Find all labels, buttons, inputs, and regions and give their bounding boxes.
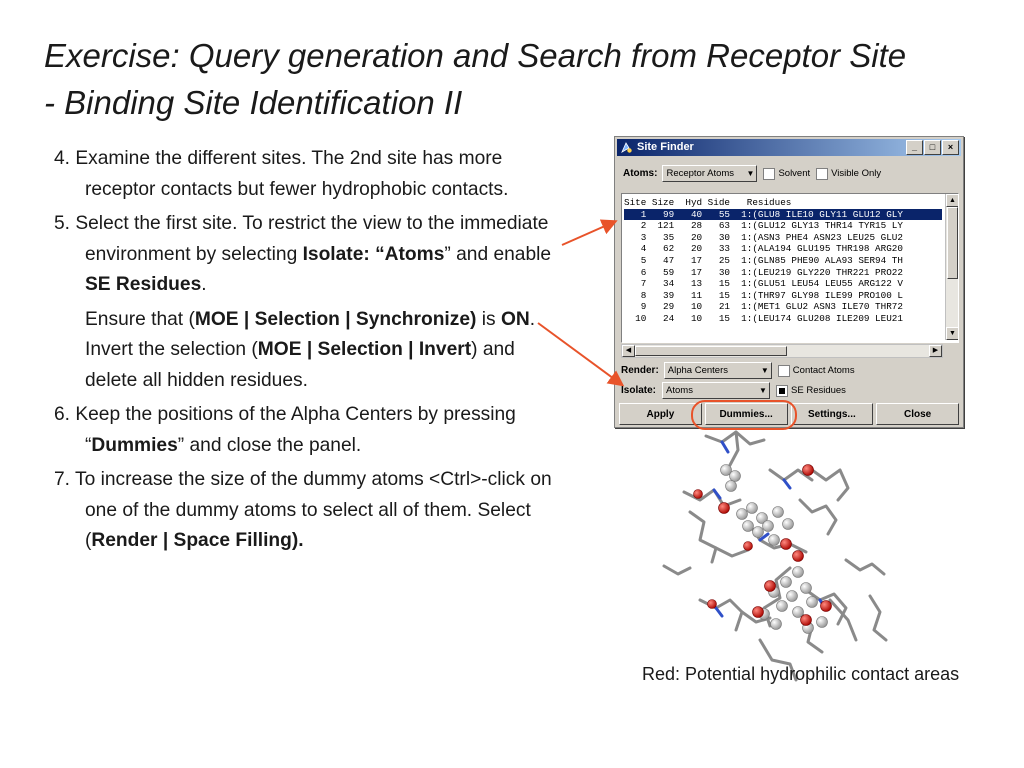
maximize-button[interactable]: □ xyxy=(924,140,941,155)
title-line-1: Exercise: Query generation and Search from Receptor Site xyxy=(44,37,907,74)
site-row[interactable]: 2 121 28 63 1:(GLU12 GLY13 THR14 TYR15 LY xyxy=(624,220,903,232)
site-row[interactable]: 3 35 20 30 1:(ASN3 PHE4 ASN23 LEU25 GLU2 xyxy=(624,231,903,243)
step-5-continued: Ensure that (MOE | Selection | Synchronize) is ON. Invert the selection (MOE | Selection | Invert) and delete all hidden residues. xyxy=(85,308,536,391)
site-row[interactable]: 5 47 17 25 1:(GLN85 PHE90 ALA93 SER94 TH xyxy=(624,254,903,266)
molecule-render xyxy=(664,432,886,680)
atoms-label: Atoms: xyxy=(623,168,658,179)
site-row[interactable]: 9 29 10 21 1:(MET1 GLU2 ASN3 ILE70 THR72 xyxy=(624,301,903,313)
step-6: 6. Keep the positions of the Alpha Centers by pressing “Dummies” and close the panel. xyxy=(54,404,516,456)
close-button[interactable]: Close xyxy=(876,403,959,425)
scroll-up-icon[interactable]: ▲ xyxy=(946,194,959,207)
window-title: Site Finder xyxy=(637,141,694,153)
render-label: Render: xyxy=(621,365,659,376)
site-row[interactable]: 7 34 13 15 1:(GLU51 LEU54 LEU55 ARG122 V xyxy=(624,278,903,290)
site-row[interactable]: 4 62 20 33 1:(ALA194 GLU195 THR198 ARG20 xyxy=(624,243,903,255)
atoms-value: Receptor Atoms xyxy=(666,168,735,179)
scroll-down-icon[interactable]: ▼ xyxy=(946,327,959,340)
caption: Red: Potential hydrophilic contact areas xyxy=(642,664,960,684)
title-line-2: - Binding Site Identification II xyxy=(44,84,463,121)
scroll-left-icon[interactable]: ◀ xyxy=(622,345,635,357)
arrow-to-isolate xyxy=(538,323,621,384)
scroll-right-icon[interactable]: ▶ xyxy=(929,345,942,357)
dropdown-arrow-icon: ▼ xyxy=(760,366,769,375)
dropdown-arrow-icon: ▼ xyxy=(746,169,755,178)
site-row[interactable]: 6 59 17 30 1:(LEU219 GLY220 THR221 PRO22 xyxy=(624,266,903,278)
visible-only-label: Visible Only xyxy=(831,168,882,179)
site-row[interactable]: 1 99 40 55 1:(GLU8 ILE10 GLY11 GLU12 GLY xyxy=(624,209,942,221)
step-4: 4. Examine the different sites. The 2nd site has more receptor contacts but fewer hydrophobic contacts. xyxy=(54,148,509,200)
site-row[interactable]: 8 39 11 15 1:(THR97 GLY98 ILE99 PRO100 L xyxy=(624,289,903,301)
settings-button[interactable]: Settings... xyxy=(791,403,874,425)
se-residues-label: SE Residues xyxy=(791,385,846,396)
render-value: Alpha Centers xyxy=(667,365,728,376)
site-row[interactable]: 10 24 10 15 1:(LEU174 GLU208 ILE209 LEU21 xyxy=(624,312,903,324)
contact-atoms-label: Contact Atoms xyxy=(792,365,855,376)
isolate-value: Atoms xyxy=(666,385,693,396)
step-7: 7. To increase the size of the dummy atoms <Ctrl>-click on one of the dummy atoms to select all of them. Select (Render | Space Filling). xyxy=(54,469,552,551)
minimize-button[interactable]: _ xyxy=(906,140,923,155)
list-header: Site Size Hyd Side Residues xyxy=(624,197,792,208)
isolate-label: Isolate: xyxy=(621,385,657,396)
arrow-to-site-row xyxy=(562,222,614,245)
close-window-button[interactable]: × xyxy=(942,140,959,155)
apply-button[interactable]: Apply xyxy=(619,403,702,425)
solvent-label: Solvent xyxy=(778,168,811,179)
step-5: 5. Select the first site. To restrict the view to the immediate environment by selecting Isolate: “Atoms” and enable SE Residues. xyxy=(54,213,552,295)
dummies-button[interactable]: Dummies... xyxy=(705,403,788,425)
dropdown-arrow-icon: ▼ xyxy=(759,386,767,395)
